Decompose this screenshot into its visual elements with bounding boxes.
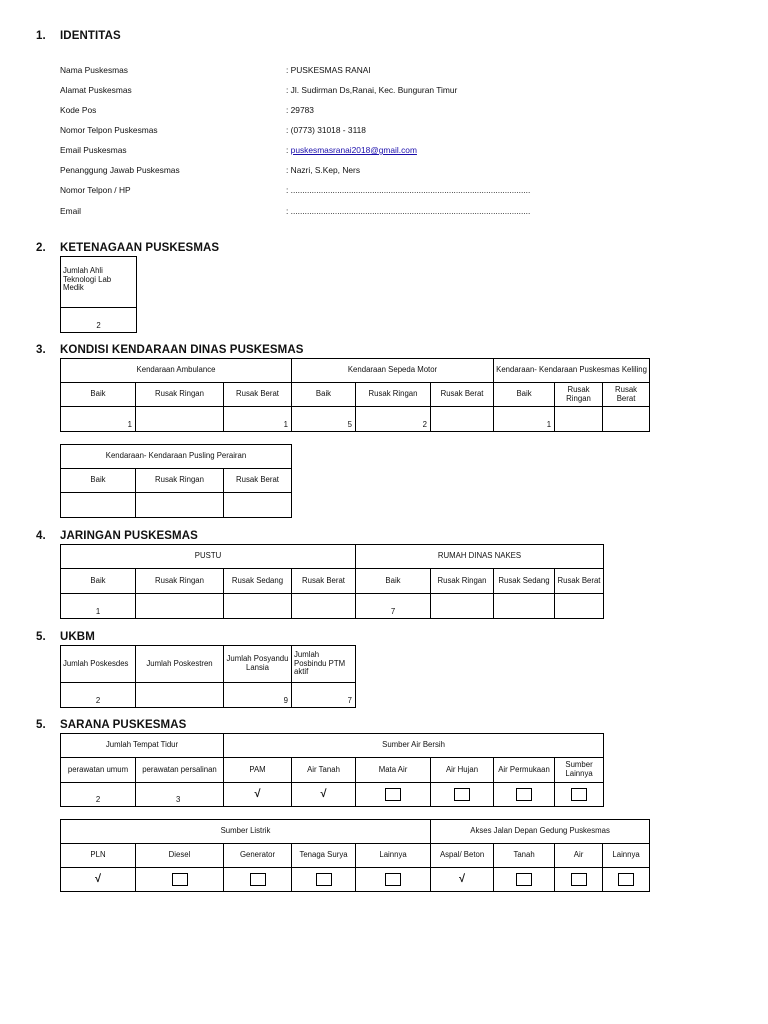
value-nama-puskesmas: : PUSKESMAS RANAI — [286, 65, 371, 75]
check-mata-air — [356, 783, 431, 807]
col-pam: PAM — [224, 758, 292, 783]
header-tempat-tidur: Jumlah Tempat Tidur — [61, 734, 224, 758]
label-kode-pos: Kode Pos — [60, 105, 97, 115]
checkbox-listrik-lainnya[interactable] — [385, 873, 401, 886]
kendaraan-table — [60, 358, 650, 432]
value-cell — [555, 594, 604, 619]
col-baik: Baik — [494, 383, 555, 407]
check-mark: √ — [254, 788, 261, 801]
check-air-hujan — [431, 783, 494, 807]
value-cell — [603, 407, 650, 432]
col-perawatan-umum: perawatan umum — [61, 758, 136, 783]
ukbm-table — [60, 645, 356, 708]
check-pln — [61, 868, 136, 892]
sarana-listrik-akses-table — [60, 819, 650, 892]
col-baik: Baik — [61, 383, 136, 407]
header-ahli-lab: Jumlah Ahli Teknologi Lab Medik — [61, 257, 137, 308]
check-diesel — [136, 868, 224, 892]
col-rusak-sedang: Rusak Sedang — [494, 569, 555, 594]
section-title: KONDISI KENDARAAN DINAS PUSKESMAS — [60, 344, 304, 356]
header-sumber-listrik: Sumber Listrik — [61, 820, 431, 844]
section-title: UKBM — [60, 631, 95, 643]
checkbox-air[interactable] — [571, 873, 587, 886]
email-link[interactable]: puskesmasranai2018@gmail.com — [290, 145, 417, 155]
check-tenaga-surya — [292, 868, 356, 892]
col-rusak-sedang: Rusak Sedang — [224, 569, 292, 594]
col-rusak-ringan: Rusak Ringan — [136, 469, 224, 493]
label-email: Email — [60, 206, 81, 216]
col-rusak-ringan: Rusak Ringan — [431, 569, 494, 594]
header-poskesdes: Jumlah Poskesdes — [61, 646, 136, 683]
col-sumber-lainnya: Sumber Lainnya — [555, 758, 604, 783]
check-air-tanah — [292, 783, 356, 807]
col-pln: PLN — [61, 844, 136, 868]
header-akses-jalan: Akses Jalan Depan Gedung Puskesmas — [431, 820, 650, 844]
check-mark: √ — [320, 788, 327, 801]
checkbox-sumber-lainnya[interactable] — [571, 788, 587, 801]
header-sepeda-motor: Kendaraan Sepeda Motor — [292, 359, 494, 383]
label-telpon-puskesmas: Nomor Telpon Puskesmas — [60, 125, 158, 135]
value-prefix: : — [286, 145, 291, 155]
col-diesel: Diesel — [136, 844, 224, 868]
check-mark: √ — [459, 873, 466, 886]
value-kode-pos: : 29783 — [286, 105, 314, 115]
col-rusak-berat: Rusak Berat — [292, 569, 356, 594]
col-air-permukaan: Air Permukaan — [494, 758, 555, 783]
col-rusak-ringan: Rusak Ringan — [356, 383, 431, 407]
header-posyandu-lansia: Jumlah Posyandu Lansia — [224, 646, 292, 683]
check-pam — [224, 783, 292, 807]
value-perawatan-persalinan: 3 — [136, 783, 224, 807]
check-air-permukaan — [494, 783, 555, 807]
value-perawatan-umum: 2 — [61, 783, 136, 807]
value-cell — [431, 594, 494, 619]
check-generator — [224, 868, 292, 892]
value-cell — [136, 493, 224, 518]
sarana-air-table — [60, 733, 604, 807]
value-cell: 1 — [61, 594, 136, 619]
value-cell: 7 — [356, 594, 431, 619]
value-penanggung-jawab: : Nazri, S.Kep, Ners — [286, 165, 361, 175]
value-cell — [494, 594, 555, 619]
value-cell — [61, 493, 136, 518]
col-generator: Generator — [224, 844, 292, 868]
col-rusak-ringan: Rusak Ringan — [136, 383, 224, 407]
section-number: 5. — [36, 631, 46, 643]
col-perawatan-persalinan: perawatan persalinan — [136, 758, 224, 783]
value-cell: 1 — [61, 407, 136, 432]
section-number: 2. — [36, 242, 46, 254]
section-title: SARANA PUSKESMAS — [60, 719, 187, 731]
value-ahli-lab: 2 — [61, 308, 137, 333]
col-lainnya: Lainnya — [603, 844, 650, 868]
value-cell — [224, 594, 292, 619]
value-telpon-hp: : ....................................................................................................... — [286, 185, 531, 195]
label-telpon-hp: Nomor Telpon / HP — [60, 185, 131, 195]
col-lainnya: Lainnya — [356, 844, 431, 868]
value-cell — [224, 493, 292, 518]
value-cell — [136, 407, 224, 432]
header-pusling-perairan: Kendaraan- Kendaraan Pusling Perairan — [61, 445, 292, 469]
value-posyandu-lansia: 9 — [224, 683, 292, 708]
col-tenaga-surya: Tenaga Surya — [292, 844, 356, 868]
col-aspal-beton: Aspal/ Beton — [431, 844, 494, 868]
checkbox-diesel[interactable] — [172, 873, 188, 886]
section-number: 1. — [36, 30, 46, 42]
value-cell — [431, 407, 494, 432]
col-tanah: Tanah — [494, 844, 555, 868]
section-number: 3. — [36, 344, 46, 356]
col-rusak-berat: Rusak Berat — [224, 469, 292, 493]
col-baik: Baik — [356, 569, 431, 594]
col-rusak-berat: Rusak Berat — [224, 383, 292, 407]
value-cell — [555, 407, 603, 432]
checkbox-generator[interactable] — [250, 873, 266, 886]
check-akses-lainnya — [603, 868, 650, 892]
check-mark: √ — [94, 873, 102, 886]
col-baik: Baik — [292, 383, 356, 407]
check-listrik-lainnya — [356, 868, 431, 892]
section-title: IDENTITAS — [60, 30, 121, 42]
section-number: 5. — [36, 719, 46, 731]
label-alamat: Alamat Puskesmas — [60, 85, 132, 95]
value-cell: 1 — [224, 407, 292, 432]
value-cell: 2 — [356, 407, 431, 432]
checkbox-tenaga-surya[interactable] — [316, 873, 332, 886]
ketenagaan-table — [60, 256, 137, 333]
col-mata-air: Mata Air — [356, 758, 431, 783]
label-penanggung-jawab: Penanggung Jawab Puskesmas — [60, 165, 180, 175]
label-nama-puskesmas: Nama Puskesmas — [60, 65, 128, 75]
checkbox-tanah[interactable] — [516, 873, 532, 886]
col-baik: Baik — [61, 569, 136, 594]
header-poskestren: Jumlah Poskestren — [136, 646, 224, 683]
value-poskesdes: 2 — [61, 683, 136, 708]
col-rusak-berat: Rusak Berat — [603, 383, 650, 407]
col-baik: Baik — [61, 469, 136, 493]
value-poskestren — [136, 683, 224, 708]
check-tanah — [494, 868, 555, 892]
value-cell: 5 — [292, 407, 356, 432]
col-rusak-berat: Rusak Berat — [431, 383, 494, 407]
kendaraan-perairan-table — [60, 444, 292, 518]
jaringan-table — [60, 544, 604, 619]
section-title: JARINGAN PUSKESMAS — [60, 530, 198, 542]
checkbox-air-hujan[interactable] — [454, 788, 470, 801]
value-cell — [292, 594, 356, 619]
value-email: : ....................................................................................................... — [286, 206, 531, 216]
header-air-bersih: Sumber Air Bersih — [224, 734, 604, 758]
header-posbindu: Jumlah Posbindu PTM aktif — [292, 646, 356, 683]
value-email-puskesmas — [286, 145, 417, 155]
check-aspal-beton — [431, 868, 494, 892]
col-air: Air — [555, 844, 603, 868]
checkbox-mata-air[interactable] — [385, 788, 401, 801]
header-pusling: Kendaraan- Kendaraan Puskesmas Keliling — [494, 359, 650, 383]
value-cell — [136, 594, 224, 619]
col-air-hujan: Air Hujan — [431, 758, 494, 783]
col-rusak-berat: Rusak Berat — [555, 569, 604, 594]
header-rumah-dinas: RUMAH DINAS NAKES — [356, 545, 604, 569]
col-air-tanah: Air Tanah — [292, 758, 356, 783]
col-rusak-ringan: Rusak Ringan — [136, 569, 224, 594]
section-number: 4. — [36, 530, 46, 542]
checkbox-air-permukaan[interactable] — [516, 788, 532, 801]
value-alamat: : Jl. Sudirman Ds,Ranai, Kec. Bunguran Timur — [286, 85, 458, 95]
check-air — [555, 868, 603, 892]
value-telpon-puskesmas: : (0773) 31018 - 3118 — [286, 125, 366, 135]
header-pustu: PUSTU — [61, 545, 356, 569]
value-posbindu: 7 — [292, 683, 356, 708]
check-sumber-lainnya — [555, 783, 604, 807]
label-email-puskesmas: Email Puskesmas — [60, 145, 127, 155]
header-ambulance: Kendaraan Ambulance — [61, 359, 292, 383]
section-title: KETENAGAAN PUSKESMAS — [60, 242, 220, 254]
col-rusak-ringan: Rusak Ringan — [555, 383, 603, 407]
checkbox-akses-lainnya[interactable] — [618, 873, 634, 886]
value-cell: 1 — [494, 407, 555, 432]
